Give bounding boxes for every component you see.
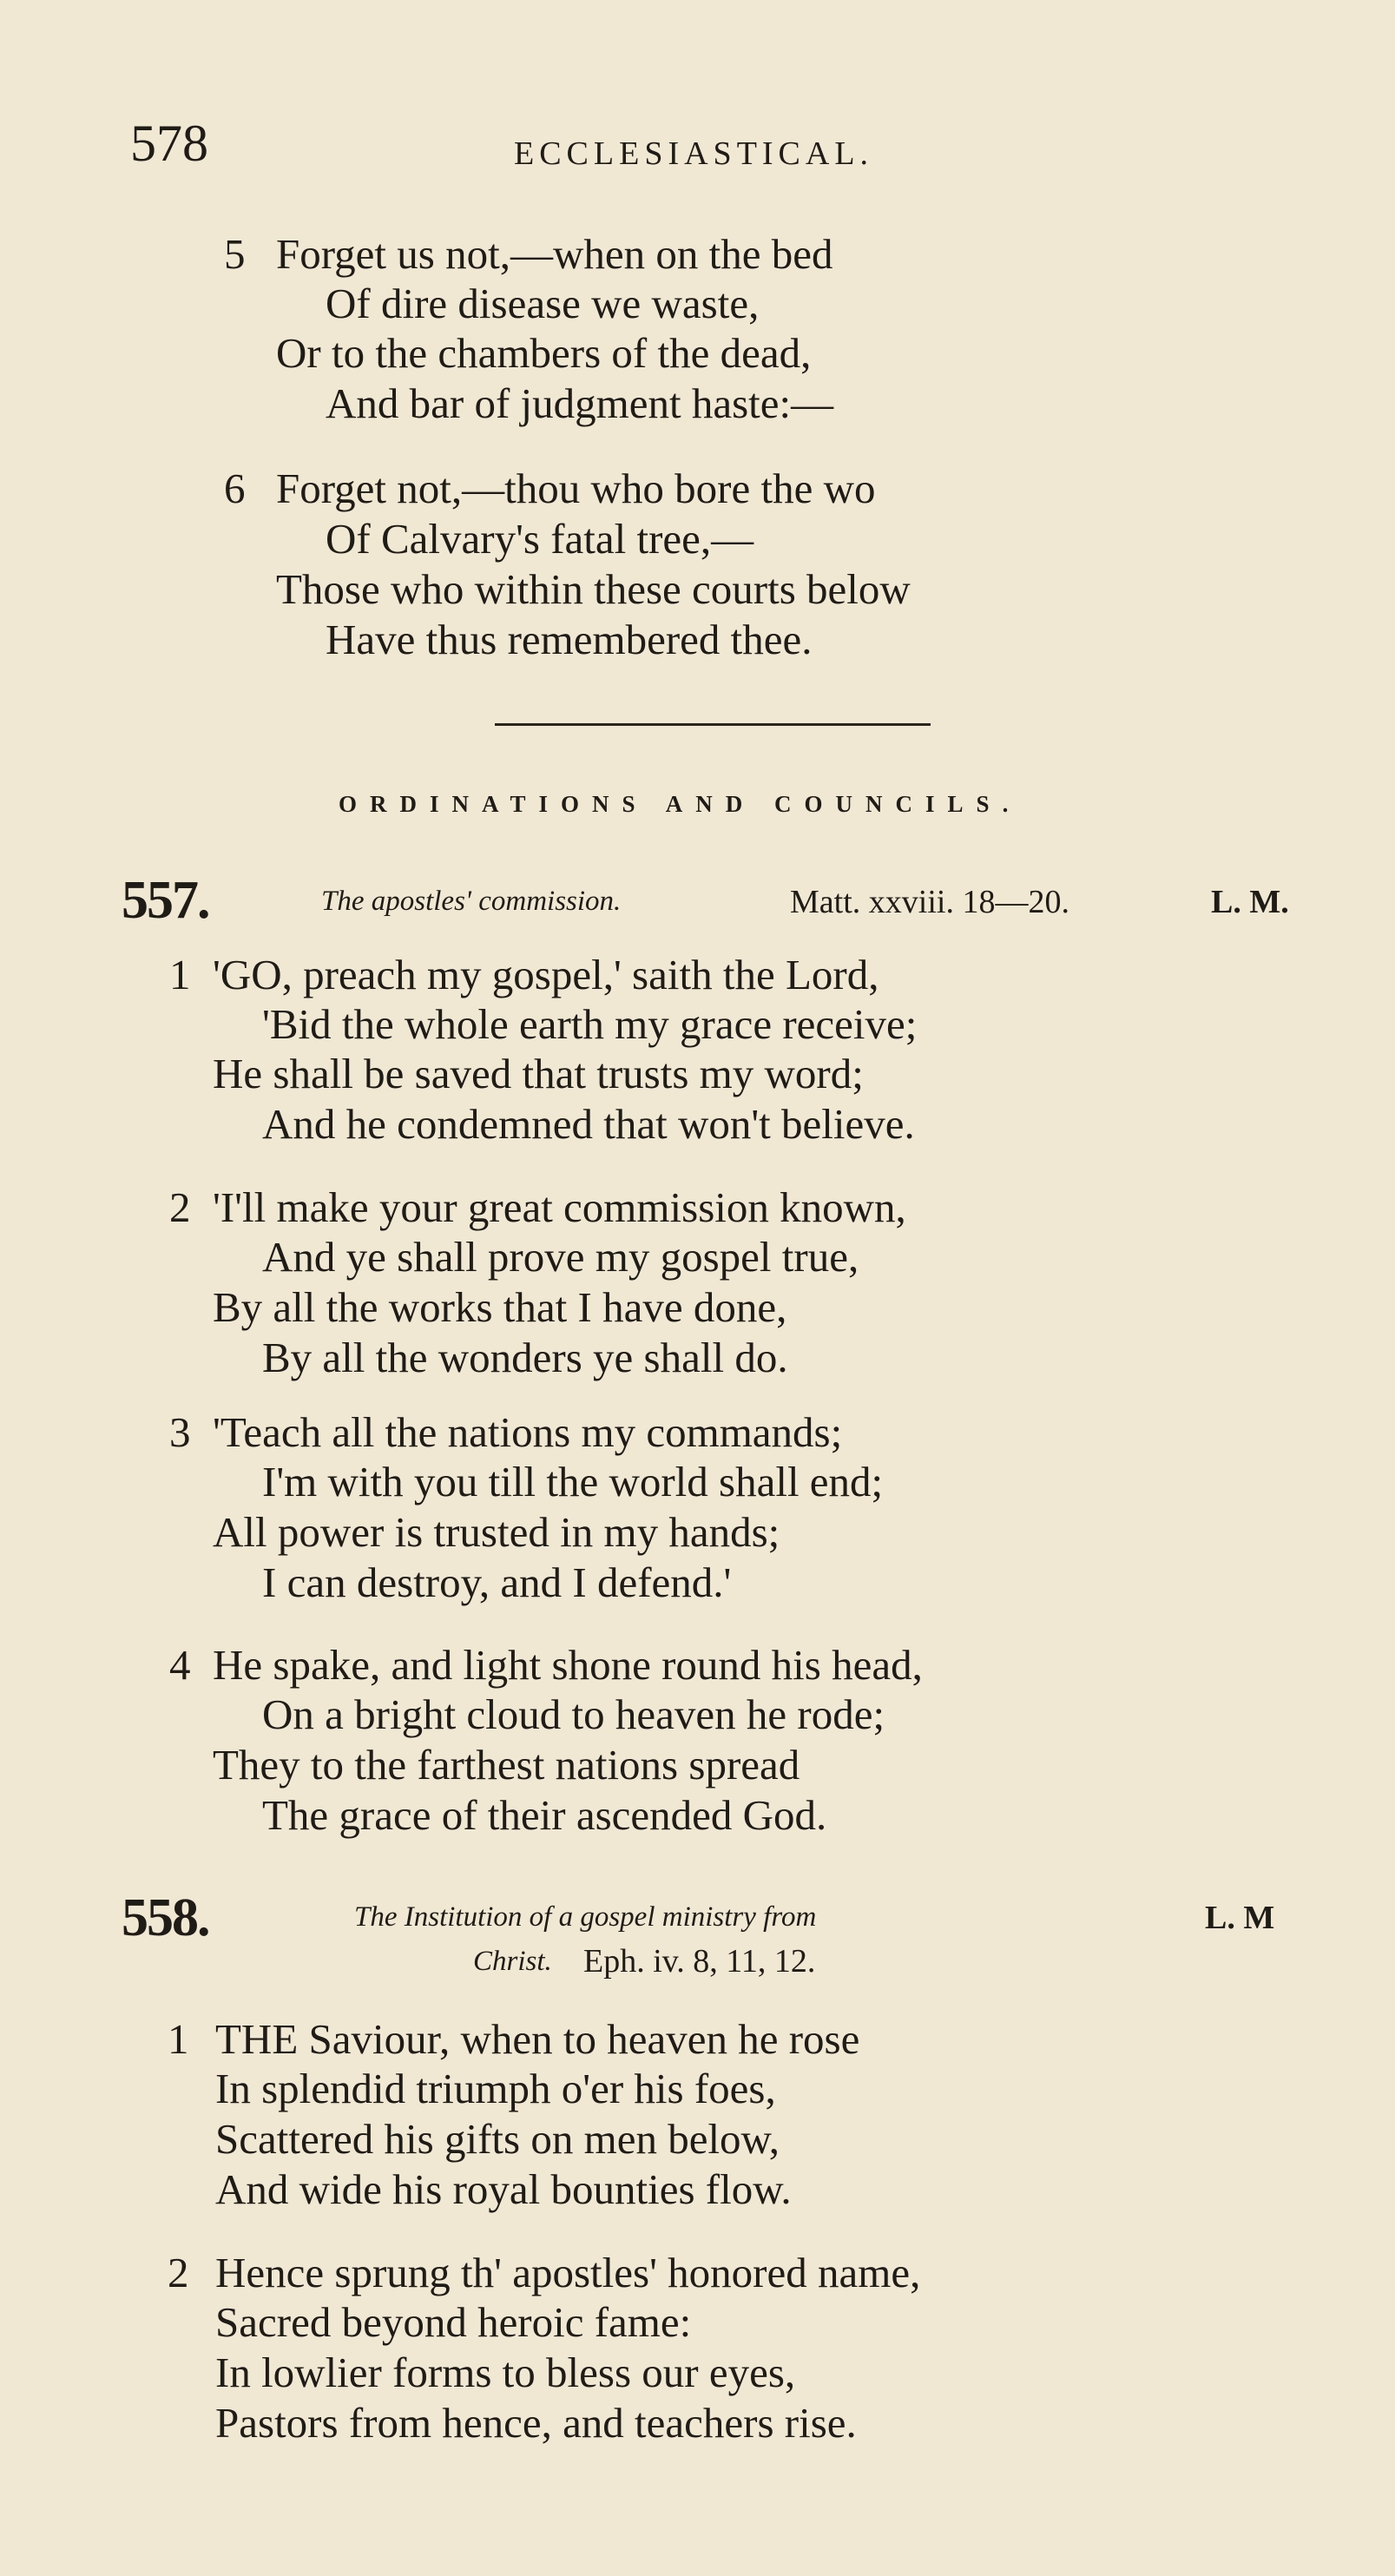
verse-line: They to the farthest nations spread (213, 1741, 800, 1789)
verse-line: Hence sprung th' apostles' honored name, (215, 2249, 921, 2296)
hymn-reference: Eph. iv. 8, 11, 12. (583, 1943, 816, 1980)
stanza-number: 1 (168, 2015, 189, 2063)
stanza-number: 2 (168, 2249, 189, 2296)
verse-line: By all the wonders ye shall do. (262, 1334, 788, 1381)
verse-line: Those who within these courts below (276, 565, 911, 613)
verse-line: And ye shall prove my gospel true, (262, 1233, 859, 1281)
hymn-title: The apostles' commission. (321, 886, 622, 917)
verse-line: 'Bid the whole earth my grace receive; (262, 1000, 918, 1048)
verse-line: And wide his royal bounties flow. (215, 2165, 792, 2213)
stanza-number: 2 (169, 1183, 191, 1231)
verse-line: In lowlier forms to bless our eyes, (215, 2349, 796, 2396)
verse-line: By all the works that I have done, (213, 1283, 787, 1331)
verse-line: And he condemned that won't believe. (262, 1100, 915, 1148)
hymn-meter: L. M. (1211, 884, 1289, 920)
hymn-reference: Matt. xxviii. 18—20. (790, 884, 1069, 920)
verse-line: Forget us not,—when on the bed (276, 230, 833, 278)
verse-line: Have thus remembered thee. (326, 616, 813, 663)
verse-line: On a bright cloud to heaven he rode; (262, 1690, 885, 1738)
stanza-number: 6 (224, 464, 246, 512)
verse-line: Or to the chambers of the dead, (276, 329, 812, 377)
verse-line: THE Saviour, when to heaven he rose (215, 2015, 860, 2063)
hymn-title-continued: Christ. (473, 1946, 552, 1977)
verse-line: And bar of judgment haste:— (326, 379, 834, 427)
verse-line: Scattered his gifts on men below, (215, 2115, 780, 2163)
section-divider (495, 723, 931, 726)
verse-line: I'm with you till the world shall end; (262, 1458, 884, 1505)
verse-line: In splendid triumph o'er his foes, (215, 2065, 776, 2112)
hymn-title: The Institution of a gospel ministry from (354, 1901, 817, 1933)
verse-line: Sacred beyond heroic fame: (215, 2298, 692, 2346)
verse-line: Pastors from hence, and teachers rise. (215, 2399, 857, 2447)
verse-line: He spake, and light shone round his head, (213, 1641, 923, 1689)
verse-line: 'I'll make your great commission known, (213, 1183, 906, 1231)
section-heading: ORDINATIONS AND COUNCILS. (339, 791, 1022, 817)
verse-line: The grace of their ascended God. (262, 1791, 827, 1839)
verse-line: He shall be saved that trusts my word; (213, 1050, 864, 1097)
stanza-number: 1 (169, 951, 191, 998)
verse-line: Forget not,—thou who bore the wo (276, 464, 876, 512)
stanza-number: 5 (224, 230, 246, 278)
hymn-meter: L. M (1205, 1900, 1275, 1936)
verse-line: 'Teach all the nations my commands; (213, 1408, 843, 1456)
stanza-number: 3 (169, 1408, 191, 1456)
verse-line: 'GO, preach my gospel,' saith the Lord, (213, 951, 879, 998)
stanza-number: 4 (169, 1641, 191, 1689)
hymn-number: 557. (122, 871, 209, 930)
page-number: 578 (130, 115, 208, 172)
verse-line: All power is trusted in my hands; (213, 1508, 780, 1556)
verse-line: Of dire disease we waste, (326, 280, 760, 327)
verse-line: Of Calvary's fatal tree,— (326, 515, 754, 563)
verse-line: I can destroy, and I defend.' (262, 1558, 732, 1606)
running-head: ECCLESIASTICAL. (514, 135, 874, 172)
hymn-number: 558. (122, 1888, 209, 1947)
